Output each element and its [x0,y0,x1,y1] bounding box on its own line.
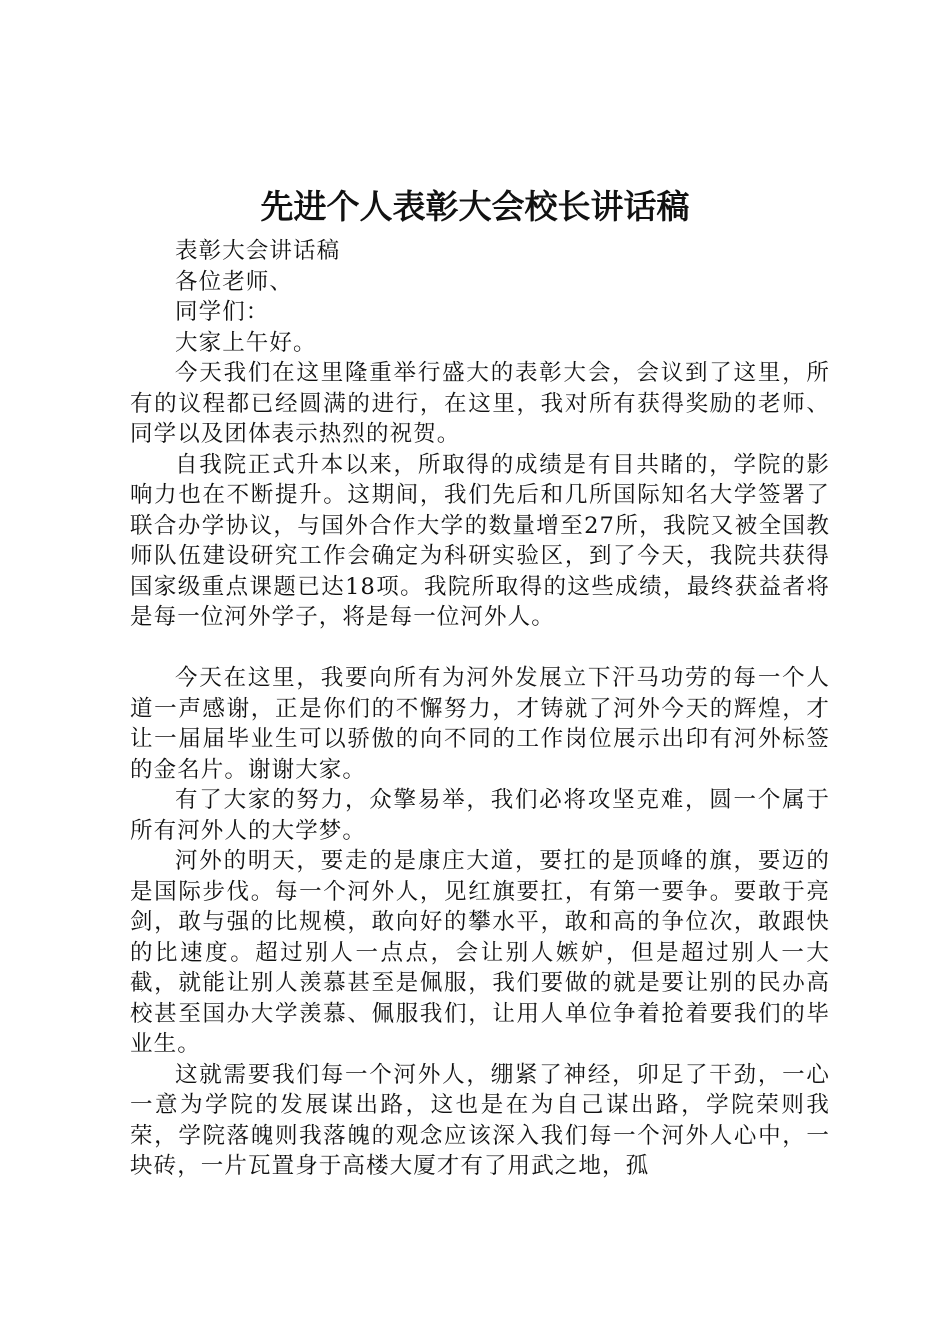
paragraph-salutation-teachers: 各位老师、 [175,268,294,295]
paragraph-call-to-action: 这就需要我们每一个河外人，绷紧了神经，卯足了干劲，一心一意为学院的发展谋出路，这也是在为自己谋出路，学院荣则我荣，学院落魄则我落魄的观念应该深入我们每一个河外人心中，一块砖，一片瓦置身于高楼大厦才有了用武之地，孤 [130,1061,830,1179]
paragraph-opening: 今天我们在这里隆重举行盛大的表彰大会，会议到了这里，所有的议程都已经圆满的进行，在这里，我对所有获得奖励的老师、同学以及团体表示热烈的祝贺。 [130,360,830,447]
paragraph-thanks: 今天在这里，我要向所有为河外发展立下汗马功劳的每一个人道一声感谢，正是你们的不懈努力，才铸就了河外今天的辉煌，才让一届届毕业生可以骄傲的向不同的工作岗位展示出印有河外标签的金名片。谢谢大家。 [130,665,830,783]
paragraph-greeting: 大家上午好。 [175,329,317,356]
paragraph-achievements: 自我院正式升本以来，所取得的成绩是有目共睹的，学院的影响力也在不断提升。这期间，我们先后和几所国际知名大学签署了联合办学协议，与国外合作大学的数量增至27所，我院又被全国教师队伍建设研究工作会确定为科研实验区，到了今天，我院共获得国家级重点课题已达18项。我院所取得的这些成绩，最终获益者将是每一位河外学子，将是每一位河外人。 [130,451,830,630]
document-title: 先进个人表彰大会校长讲话稿 [260,187,690,226]
document-body [130,236,830,1182]
paragraph-future: 河外的明天，要走的是康庄大道，要扛的是顶峰的旗，要迈的是国际步伐。每一个河外人，见红旗要扛，有第一要争。要敢于亮剑，敢与强的比规模，敢向好的攀水平，敢和高的争位次，敢跟快的比速度。超过别人一点点，会让别人嫉妒，但是超过别人一大截，就能让别人羡慕甚至是佩服，我们要做的就是要让别的民办高校甚至国办大学羡慕、佩服我们，让用人单位争着抢着要我们的毕业生。 [130,848,830,1057]
paragraph-heading: 表彰大会讲话稿 [175,238,341,264]
paragraph-salutation-students: 同学们： [175,299,270,325]
paragraph-effort: 有了大家的努力，众擎易举，我们必将攻坚克难，圆一个属于所有河外人的大学梦。 [130,787,830,844]
